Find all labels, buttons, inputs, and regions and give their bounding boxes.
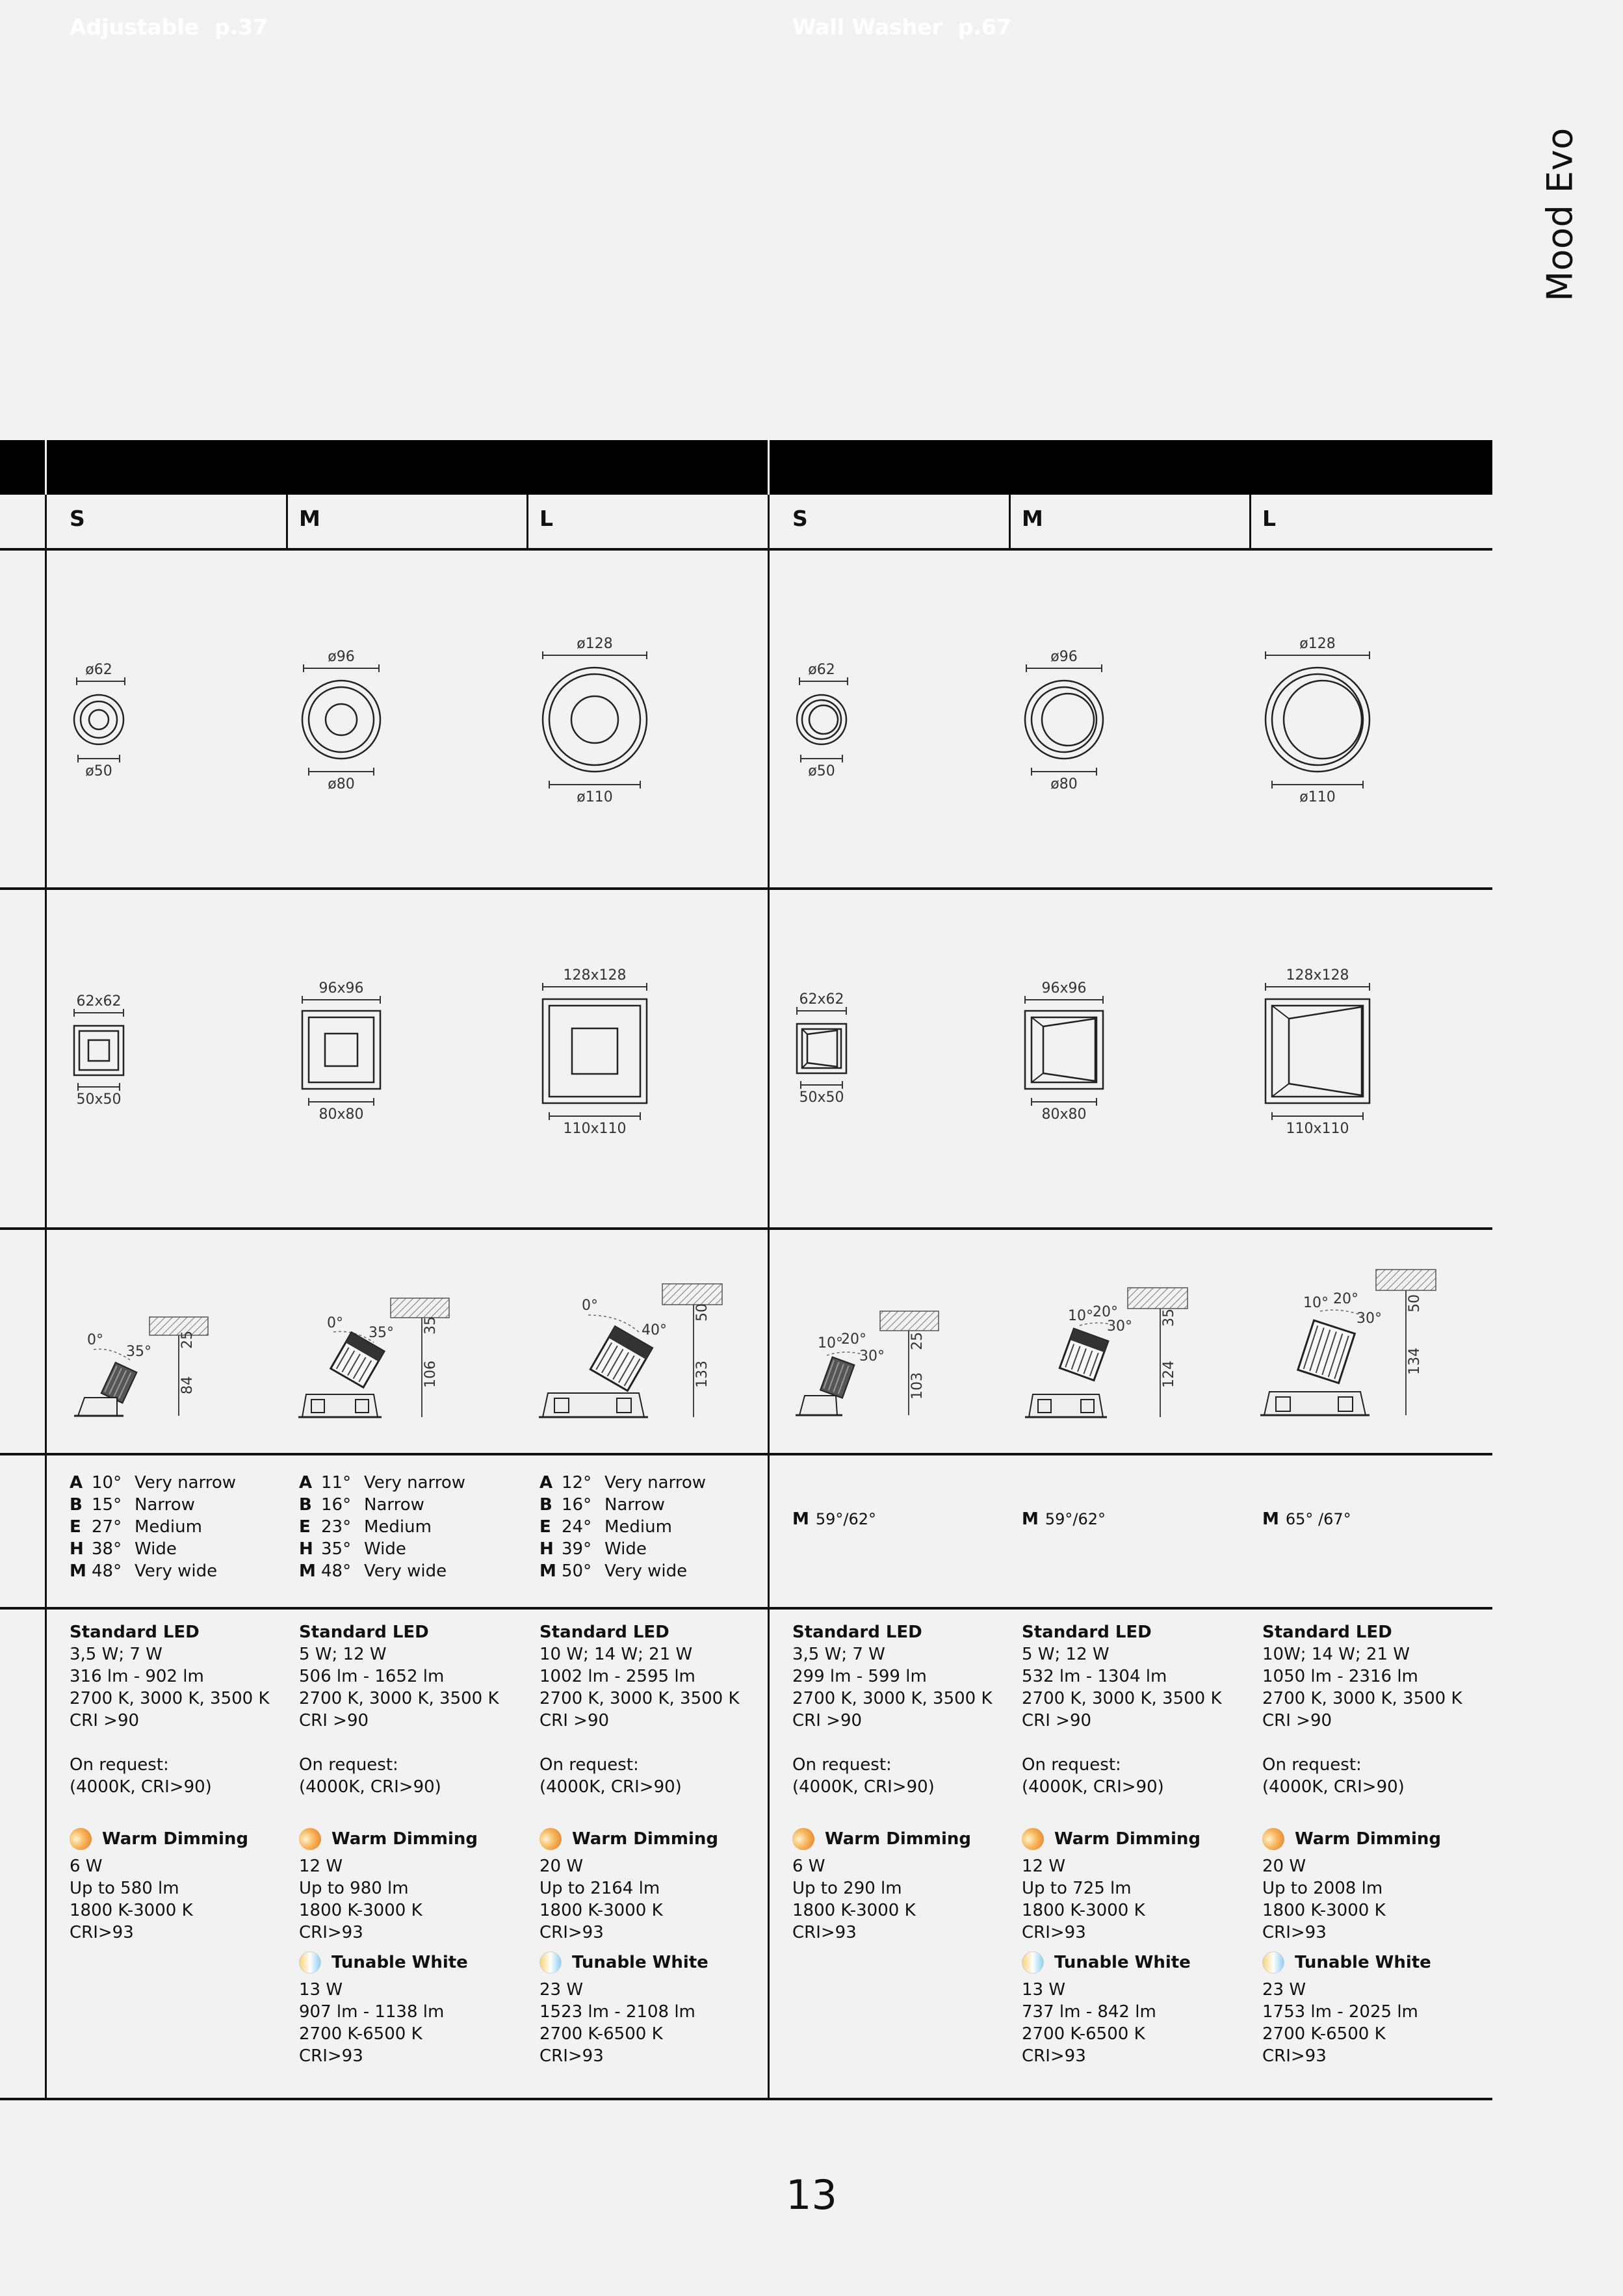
spec-on-request: On request: [1262,1755,1362,1775]
height-label: 84 [179,1376,196,1394]
beam-row: M 48° Very wide [70,1561,218,1581]
warm-cri: CRI>93 [299,1923,363,1942]
spec-cri: CRI >90 [539,1711,610,1730]
tilt-drawing [536,1277,731,1424]
warm-dimming-option: Warm Dimming [299,1828,520,1850]
warm-cct: 1800 K-3000 K [1022,1901,1145,1920]
angle-label: 20° [1093,1304,1118,1320]
row-divider [0,1607,1492,1610]
warm-power: 20 W [1262,1857,1306,1876]
dim-label: ø96 [1050,649,1078,665]
spec-lumen: 1050 lm - 2316 lm [1262,1667,1418,1686]
beam-row: B 16° Narrow [539,1495,665,1515]
tilt-drawing [1017,1284,1206,1424]
warm-cct: 1800 K-3000 K [539,1901,663,1920]
warm-lumen: Up to 290 lm [792,1879,902,1898]
square-drawing [65,991,136,1108]
spec-cct: 2700 K, 3000 K, 3500 K [70,1689,270,1708]
square-drawing [788,989,859,1106]
side-title-text: Mood Evo [1539,127,1581,302]
height-label: 25 [909,1332,926,1350]
warm-cri: CRI>93 [1262,1923,1327,1942]
beam-list [299,1472,465,1582]
spec-standard-title: Standard LED [539,1623,669,1642]
dim-label: ø110 [577,789,613,805]
angle-label: 0° [327,1315,343,1331]
tune-power: 23 W [1262,1980,1306,2000]
section-header-bar [0,440,1492,495]
spec-on-request-value: (4000K, CRI>90) [1262,1777,1405,1797]
round-drawing [1253,634,1383,806]
tune-lumen: 1523 lm - 2108 lm [539,2002,695,2022]
angle-label: 30° [1357,1311,1382,1327]
tunable-white-option: Tunable White [1262,1951,1483,1974]
tunable-white-option: Tunable White [539,1951,760,1974]
height-label: 133 [694,1361,710,1388]
dim-label: ø110 [1299,789,1336,805]
dim-label: ø50 [85,763,112,777]
dim-label: 62x62 [799,991,844,1008]
angle-label: 30° [1107,1318,1132,1335]
warm-dimming-option: Warm Dimming [70,1828,291,1850]
dim-label: 110x110 [563,1121,627,1137]
adjustable-header [70,0,268,55]
tilt-drawing [788,1303,957,1424]
beam-row: A 10° Very narrow [70,1473,237,1493]
spec-cri: CRI >90 [299,1711,369,1730]
angle-label: 0° [582,1298,598,1314]
row-divider [0,548,1492,551]
tunable-white-icon [299,1951,321,1974]
spec-lumen: 299 lm - 599 lm [792,1667,927,1686]
tune-cri: CRI>93 [299,2046,363,2066]
beam-row: B 16° Narrow [299,1495,424,1515]
spec-on-request-value: (4000K, CRI>90) [70,1777,212,1797]
beam-row: M 50° Very wide [539,1561,688,1581]
tunable-white-option: Tunable White [1022,1951,1243,1974]
warm-lumen: Up to 725 lm [1022,1879,1132,1898]
beam-row: M 48° Very wide [299,1561,447,1581]
spec-on-request-value: (4000K, CRI>90) [299,1777,441,1797]
tilt-drawing [296,1290,465,1424]
tune-power: 13 W [1022,1980,1066,2000]
spec-cct: 2700 K, 3000 K, 3500 K [792,1689,993,1708]
tune-cri: CRI>93 [1262,2046,1327,2066]
dim-label: 80x80 [1041,1106,1087,1123]
spec-power: 5 W; 12 W [1022,1645,1110,1664]
row-divider [0,1227,1492,1230]
square-drawing [1012,978,1116,1125]
beam-row: E 23° Medium [299,1517,432,1537]
size-label: M [299,506,320,531]
warm-power: 12 W [299,1857,343,1876]
dim-label: 80x80 [318,1106,364,1123]
angle-label: 10° [818,1335,843,1351]
spec-on-request-value: (4000K, CRI>90) [539,1777,682,1797]
spec-cct: 2700 K, 3000 K, 3500 K [299,1689,499,1708]
beam-row: H 35° Wide [299,1539,406,1559]
beam-row: H 39° Wide [539,1539,647,1559]
spec-standard-title: Standard LED [792,1623,922,1642]
header-divider [45,440,47,495]
spec-standard-title: Standard LED [1022,1623,1152,1642]
dim-label: 62x62 [76,993,122,1010]
round-drawing [65,660,136,777]
spec-on-request: On request: [539,1755,639,1775]
height-label: 25 [179,1331,196,1349]
adjustable-title: Adjustable [70,14,199,40]
tune-cct: 2700 K-6500 K [539,2024,663,2044]
dim-label: ø128 [577,636,613,652]
warm-dimming-icon [1022,1828,1044,1850]
spec-column [70,1621,291,1944]
angle-label: 35° [126,1344,151,1360]
beam-list [539,1472,706,1582]
warm-cri: CRI>93 [70,1923,134,1942]
beam-single: M 59°/62° [1022,1509,1106,1529]
warm-lumen: Up to 2164 lm [539,1879,660,1898]
square-drawing [530,965,660,1138]
tune-cct: 2700 K-6500 K [299,2024,422,2044]
square-drawing [289,978,393,1125]
dim-label: ø62 [85,662,112,678]
header-divider [768,440,770,495]
spec-power: 5 W; 12 W [299,1645,387,1664]
wall-washer-header [792,0,1011,55]
beam-row: E 27° Medium [70,1517,202,1537]
warm-power: 20 W [539,1857,584,1876]
round-drawing [788,660,859,777]
dim-label: ø62 [808,662,835,678]
spec-column [539,1621,760,2067]
beam-row: A 12° Very narrow [539,1473,707,1493]
warm-cct: 1800 K-3000 K [70,1901,193,1920]
spec-on-request: On request: [299,1755,398,1775]
column-divider [768,495,770,2099]
spec-standard-title: Standard LED [70,1623,200,1642]
size-label: S [70,506,85,531]
height-label: 35 [422,1316,439,1335]
wall-washer-title: Wall Washer [792,14,942,40]
dim-label: 96x96 [318,980,364,997]
spec-on-request-value: (4000K, CRI>90) [792,1777,935,1797]
warm-lumen: Up to 580 lm [70,1879,179,1898]
warm-dimming-option: Warm Dimming [792,1828,1013,1850]
warm-cct: 1800 K-3000 K [792,1901,916,1920]
spec-cct: 2700 K, 3000 K, 3500 K [1022,1689,1222,1708]
warm-dimming-option: Warm Dimming [1262,1828,1483,1850]
wall-washer-page-ref: p.67 [957,14,1011,40]
angle-label: 30° [859,1348,885,1364]
height-label: 50 [694,1303,710,1322]
angle-label: 20° [841,1331,866,1348]
tilt-drawing [1258,1264,1446,1424]
dim-label: ø96 [328,649,355,665]
spec-on-request: On request: [792,1755,892,1775]
dim-label: ø80 [1050,776,1078,792]
height-label: 103 [909,1372,926,1400]
warm-cri: CRI>93 [539,1923,604,1942]
side-title [1495,127,1623,302]
beam-row: A 11° Very narrow [299,1473,466,1493]
spec-cct: 2700 K, 3000 K, 3500 K [1262,1689,1462,1708]
tilt-drawing [65,1307,221,1424]
warm-power: 12 W [1022,1857,1066,1876]
tune-lumen: 737 lm - 842 lm [1022,2002,1156,2022]
warm-lumen: Up to 2008 lm [1262,1879,1383,1898]
spec-power: 3,5 W; 7 W [792,1645,885,1664]
angle-label: 0° [87,1332,103,1348]
spec-power: 10 W; 14 W; 21 W [539,1645,693,1664]
column-divider [526,495,528,549]
beam-list [70,1472,236,1582]
column-divider [1249,495,1251,549]
dim-label: 128x128 [1286,967,1349,984]
spec-column [299,1621,520,2067]
warm-lumen: Up to 980 lm [299,1879,409,1898]
adjustable-page-ref: p.37 [214,14,268,40]
spec-column [1262,1621,1483,2067]
round-drawing [289,647,393,793]
tune-lumen: 907 lm - 1138 lm [299,2002,445,2022]
warm-cri: CRI>93 [792,1923,857,1942]
dim-label: 96x96 [1041,980,1087,997]
spec-lumen: 1002 lm - 2595 lm [539,1667,695,1686]
warm-dimming-icon [539,1828,562,1850]
height-label: 50 [1407,1294,1423,1312]
warm-cct: 1800 K-3000 K [299,1901,422,1920]
height-label: 106 [422,1361,439,1388]
spec-cri: CRI >90 [792,1711,863,1730]
dim-label: 50x50 [76,1091,122,1108]
size-label: S [792,506,808,531]
tune-cct: 2700 K-6500 K [1022,2024,1145,2044]
spec-cri: CRI >90 [70,1711,140,1730]
warm-dimming-icon [1262,1828,1284,1850]
row-divider [0,1453,1492,1455]
warm-dimming-icon [70,1828,92,1850]
tune-cct: 2700 K-6500 K [1262,2024,1386,2044]
beam-single: M 59°/62° [792,1509,877,1529]
spec-on-request: On request: [1022,1755,1121,1775]
angle-label: 10° [1068,1308,1093,1324]
size-label: L [1262,506,1277,531]
warm-power: 6 W [792,1857,825,1876]
spec-on-request-value: (4000K, CRI>90) [1022,1777,1164,1797]
spec-on-request: On request: [70,1755,169,1775]
spec-cri: CRI >90 [1262,1711,1332,1730]
column-divider [286,495,288,549]
column-divider [1009,495,1011,549]
dim-label: ø128 [1299,636,1336,652]
spec-cct: 2700 K, 3000 K, 3500 K [539,1689,740,1708]
size-label: L [539,506,554,531]
height-label: 124 [1161,1361,1177,1388]
height-label: 35 [1161,1309,1177,1327]
beam-row: H 38° Wide [70,1539,177,1559]
spec-column [1022,1621,1243,2067]
warm-cri: CRI>93 [1022,1923,1086,1942]
beam-row: E 24° Medium [539,1517,672,1537]
spec-lumen: 532 lm - 1304 lm [1022,1667,1167,1686]
dim-label: 50x50 [799,1089,844,1106]
beam-row: B 15° Narrow [70,1495,195,1515]
warm-dimming-icon [792,1828,814,1850]
spec-cri: CRI >90 [1022,1711,1092,1730]
spec-power: 3,5 W; 7 W [70,1645,162,1664]
spec-standard-title: Standard LED [299,1623,429,1642]
dim-label: ø50 [808,763,835,777]
warm-cct: 1800 K-3000 K [1262,1901,1386,1920]
spec-column [792,1621,1013,1944]
size-label: M [1022,506,1043,531]
angle-label: 40° [642,1322,667,1338]
angle-label: 35° [369,1325,394,1341]
square-drawing [1253,965,1383,1138]
tunable-white-option: Tunable White [299,1951,520,1974]
beam-single: M 65° /67° [1262,1509,1351,1529]
warm-dimming-option: Warm Dimming [539,1828,760,1850]
tunable-white-icon [1262,1951,1284,1974]
angle-label: 10° [1303,1295,1329,1311]
dim-label: 128x128 [563,967,627,984]
row-divider [0,2098,1492,2100]
angle-label: 20° [1333,1291,1358,1307]
column-divider [45,495,47,2099]
tune-power: 13 W [299,1980,343,2000]
spec-lumen: 316 lm - 902 lm [70,1667,204,1686]
tune-cri: CRI>93 [1022,2046,1086,2066]
dim-label: 110x110 [1286,1121,1349,1137]
round-drawing [1012,647,1116,793]
tune-power: 23 W [539,1980,584,2000]
spec-power: 10W; 14 W; 21 W [1262,1645,1410,1664]
tunable-white-icon [539,1951,562,1974]
tune-lumen: 1753 lm - 2025 lm [1262,2002,1418,2022]
page-number: 13 [786,2171,837,2219]
tunable-white-icon [1022,1951,1044,1974]
height-label: 134 [1407,1348,1423,1375]
warm-dimming-option: Warm Dimming [1022,1828,1243,1850]
dim-label: ø80 [328,776,355,792]
round-drawing [530,634,660,806]
warm-dimming-icon [299,1828,321,1850]
row-divider [0,887,1492,890]
tune-cri: CRI>93 [539,2046,604,2066]
spec-standard-title: Standard LED [1262,1623,1392,1642]
spec-lumen: 506 lm - 1652 lm [299,1667,445,1686]
warm-power: 6 W [70,1857,103,1876]
